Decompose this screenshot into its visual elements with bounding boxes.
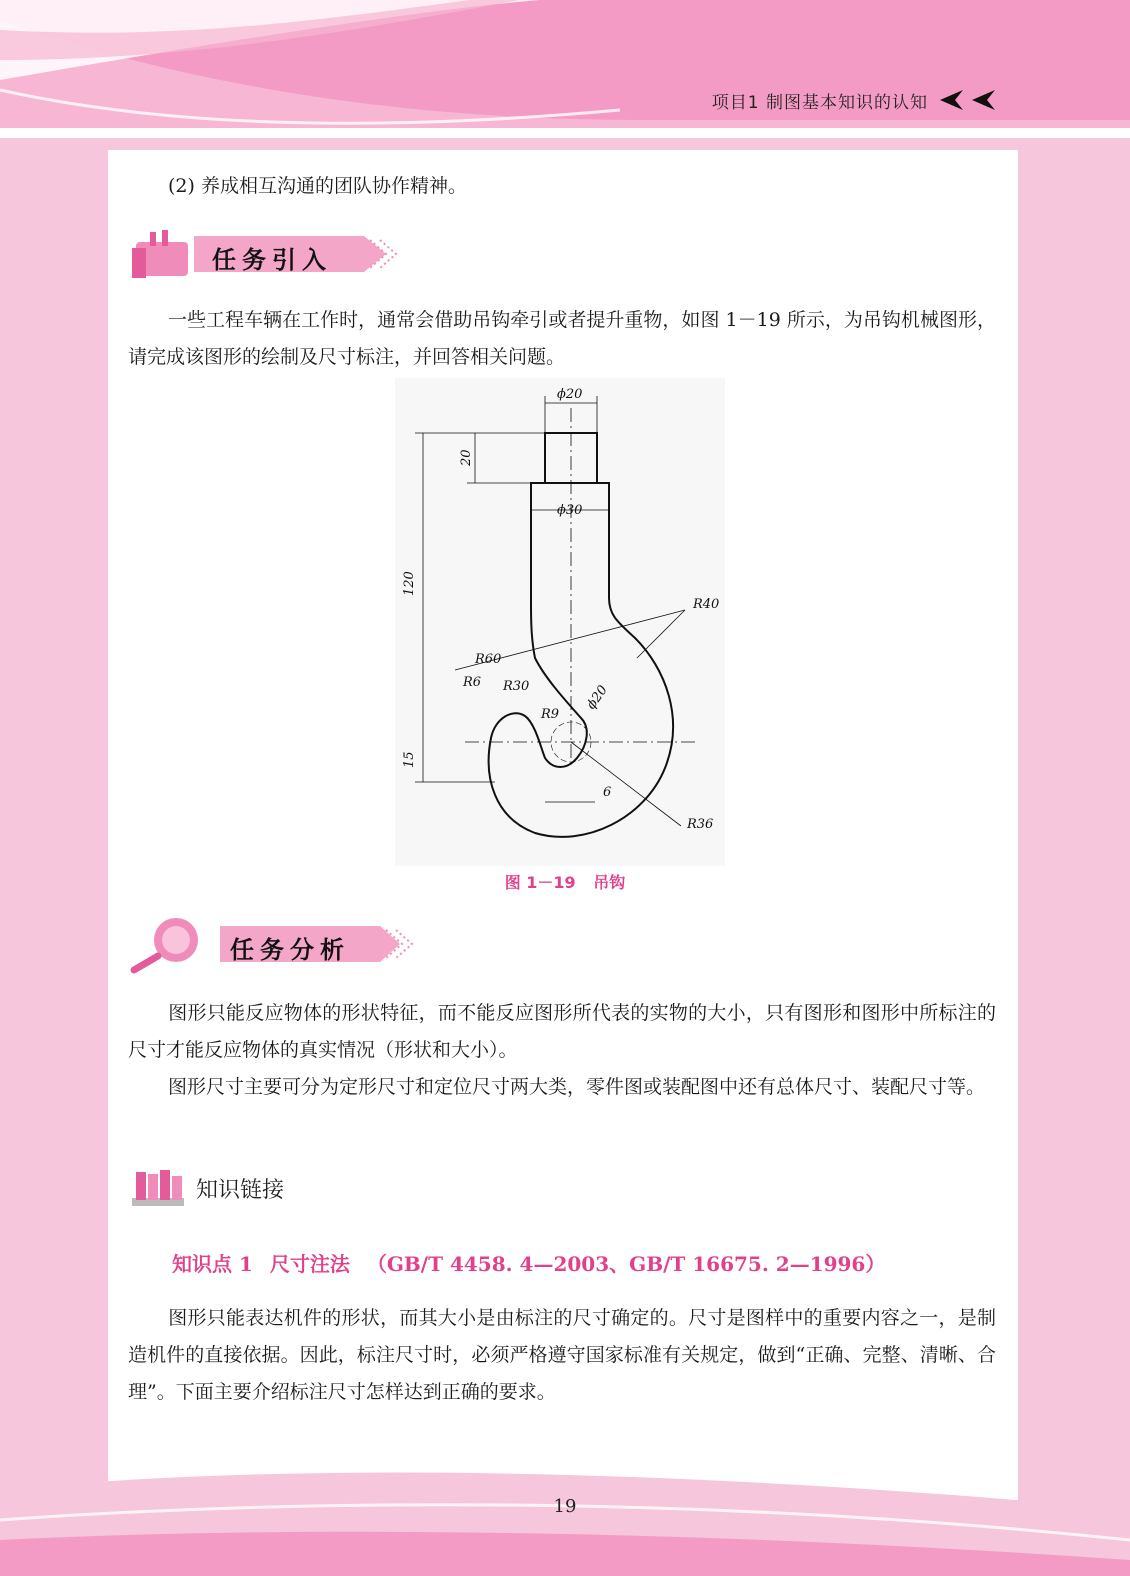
figure-caption (0, 870, 1130, 893)
dim-d-top: ϕ20 (557, 387, 583, 402)
figure-caption-text: 吊钩 (593, 873, 626, 892)
dim-offset: 6 (603, 785, 612, 800)
dim-d-shank: ϕ30 (557, 503, 583, 518)
knowledge-point-heading (172, 1248, 895, 1277)
hook-figure (395, 378, 725, 866)
dim-h-total: 120 (402, 571, 417, 596)
dim-r30: R30 (503, 679, 530, 694)
knowledge-point-title: 尺寸注法 (269, 1252, 350, 1276)
dim-h-bottom: 15 (402, 751, 417, 768)
knowledge-point-standard: （GB/T 4458. 4—2003、GB/T 16675. 2—1996） (366, 1252, 886, 1276)
running-title: 项目1 制图基本知识的认知 (711, 93, 928, 113)
dim-d-hole: ϕ20 (583, 682, 611, 713)
goal-item (128, 168, 996, 205)
task-analysis-paragraph-2 (128, 1069, 996, 1106)
task-intro-text: 一些工程车辆在工作时，通常会借助吊钩牵引或者提升重物，如图 1－19 所示，为吊钩机械图形，请完成该图形的绘制及尺寸标注，并回答相关问题。 (128, 309, 996, 368)
page-header (0, 0, 1130, 150)
task-analysis-text-1: 图形只能反应物体的形状特征，而不能反应图形所代表的实物的大小，只有图形和图形中所标注的尺寸才能反应物体的真实情况（形状和大小）。 (128, 1002, 996, 1061)
task-intro-title: 任务引入 (212, 246, 332, 274)
dim-r40: R40 (693, 597, 720, 612)
knowledge-text: 图形只能表达机件的形状，而其大小是由标注的尺寸确定的。尺寸是图样中的重要内容之一，是制造机件的直接依据。因此，标注尺寸时，必须严格遵守国家标准有关规定，做到“正确、完整、清晰、合理”。下面主要介绍标注尺寸怎样达到正确的要求。 (128, 1307, 996, 1403)
knowledge-link-title: 知识链接 (196, 1178, 285, 1203)
dim-r9: R9 (541, 707, 560, 722)
task-analysis-paragraph-1 (128, 995, 996, 1069)
knowledge-paragraph (128, 1300, 996, 1411)
header-band (0, 0, 1130, 150)
dim-h-top: 20 (459, 449, 474, 466)
dim-r60: R60 (475, 652, 502, 667)
dim-r36: R36 (687, 817, 714, 832)
knowledge-point-label: 知识点 1 (172, 1252, 253, 1276)
task-analysis-title: 任务分析 (230, 936, 350, 964)
page-number: 19 (553, 1496, 577, 1517)
figure-number: 图 1－19 (504, 873, 576, 892)
dim-r6: R6 (463, 675, 482, 690)
task-analysis-text-2: 图形尺寸主要可分为定形尺寸和定位尺寸两大类，零件图或装配图中还有总体尺寸、装配尺寸等。 (168, 1076, 986, 1098)
goal-item-text: (2) 养成相互沟通的团队协作精神。 (168, 175, 467, 197)
task-intro-paragraph (128, 302, 996, 376)
books-icon (132, 1168, 188, 1208)
